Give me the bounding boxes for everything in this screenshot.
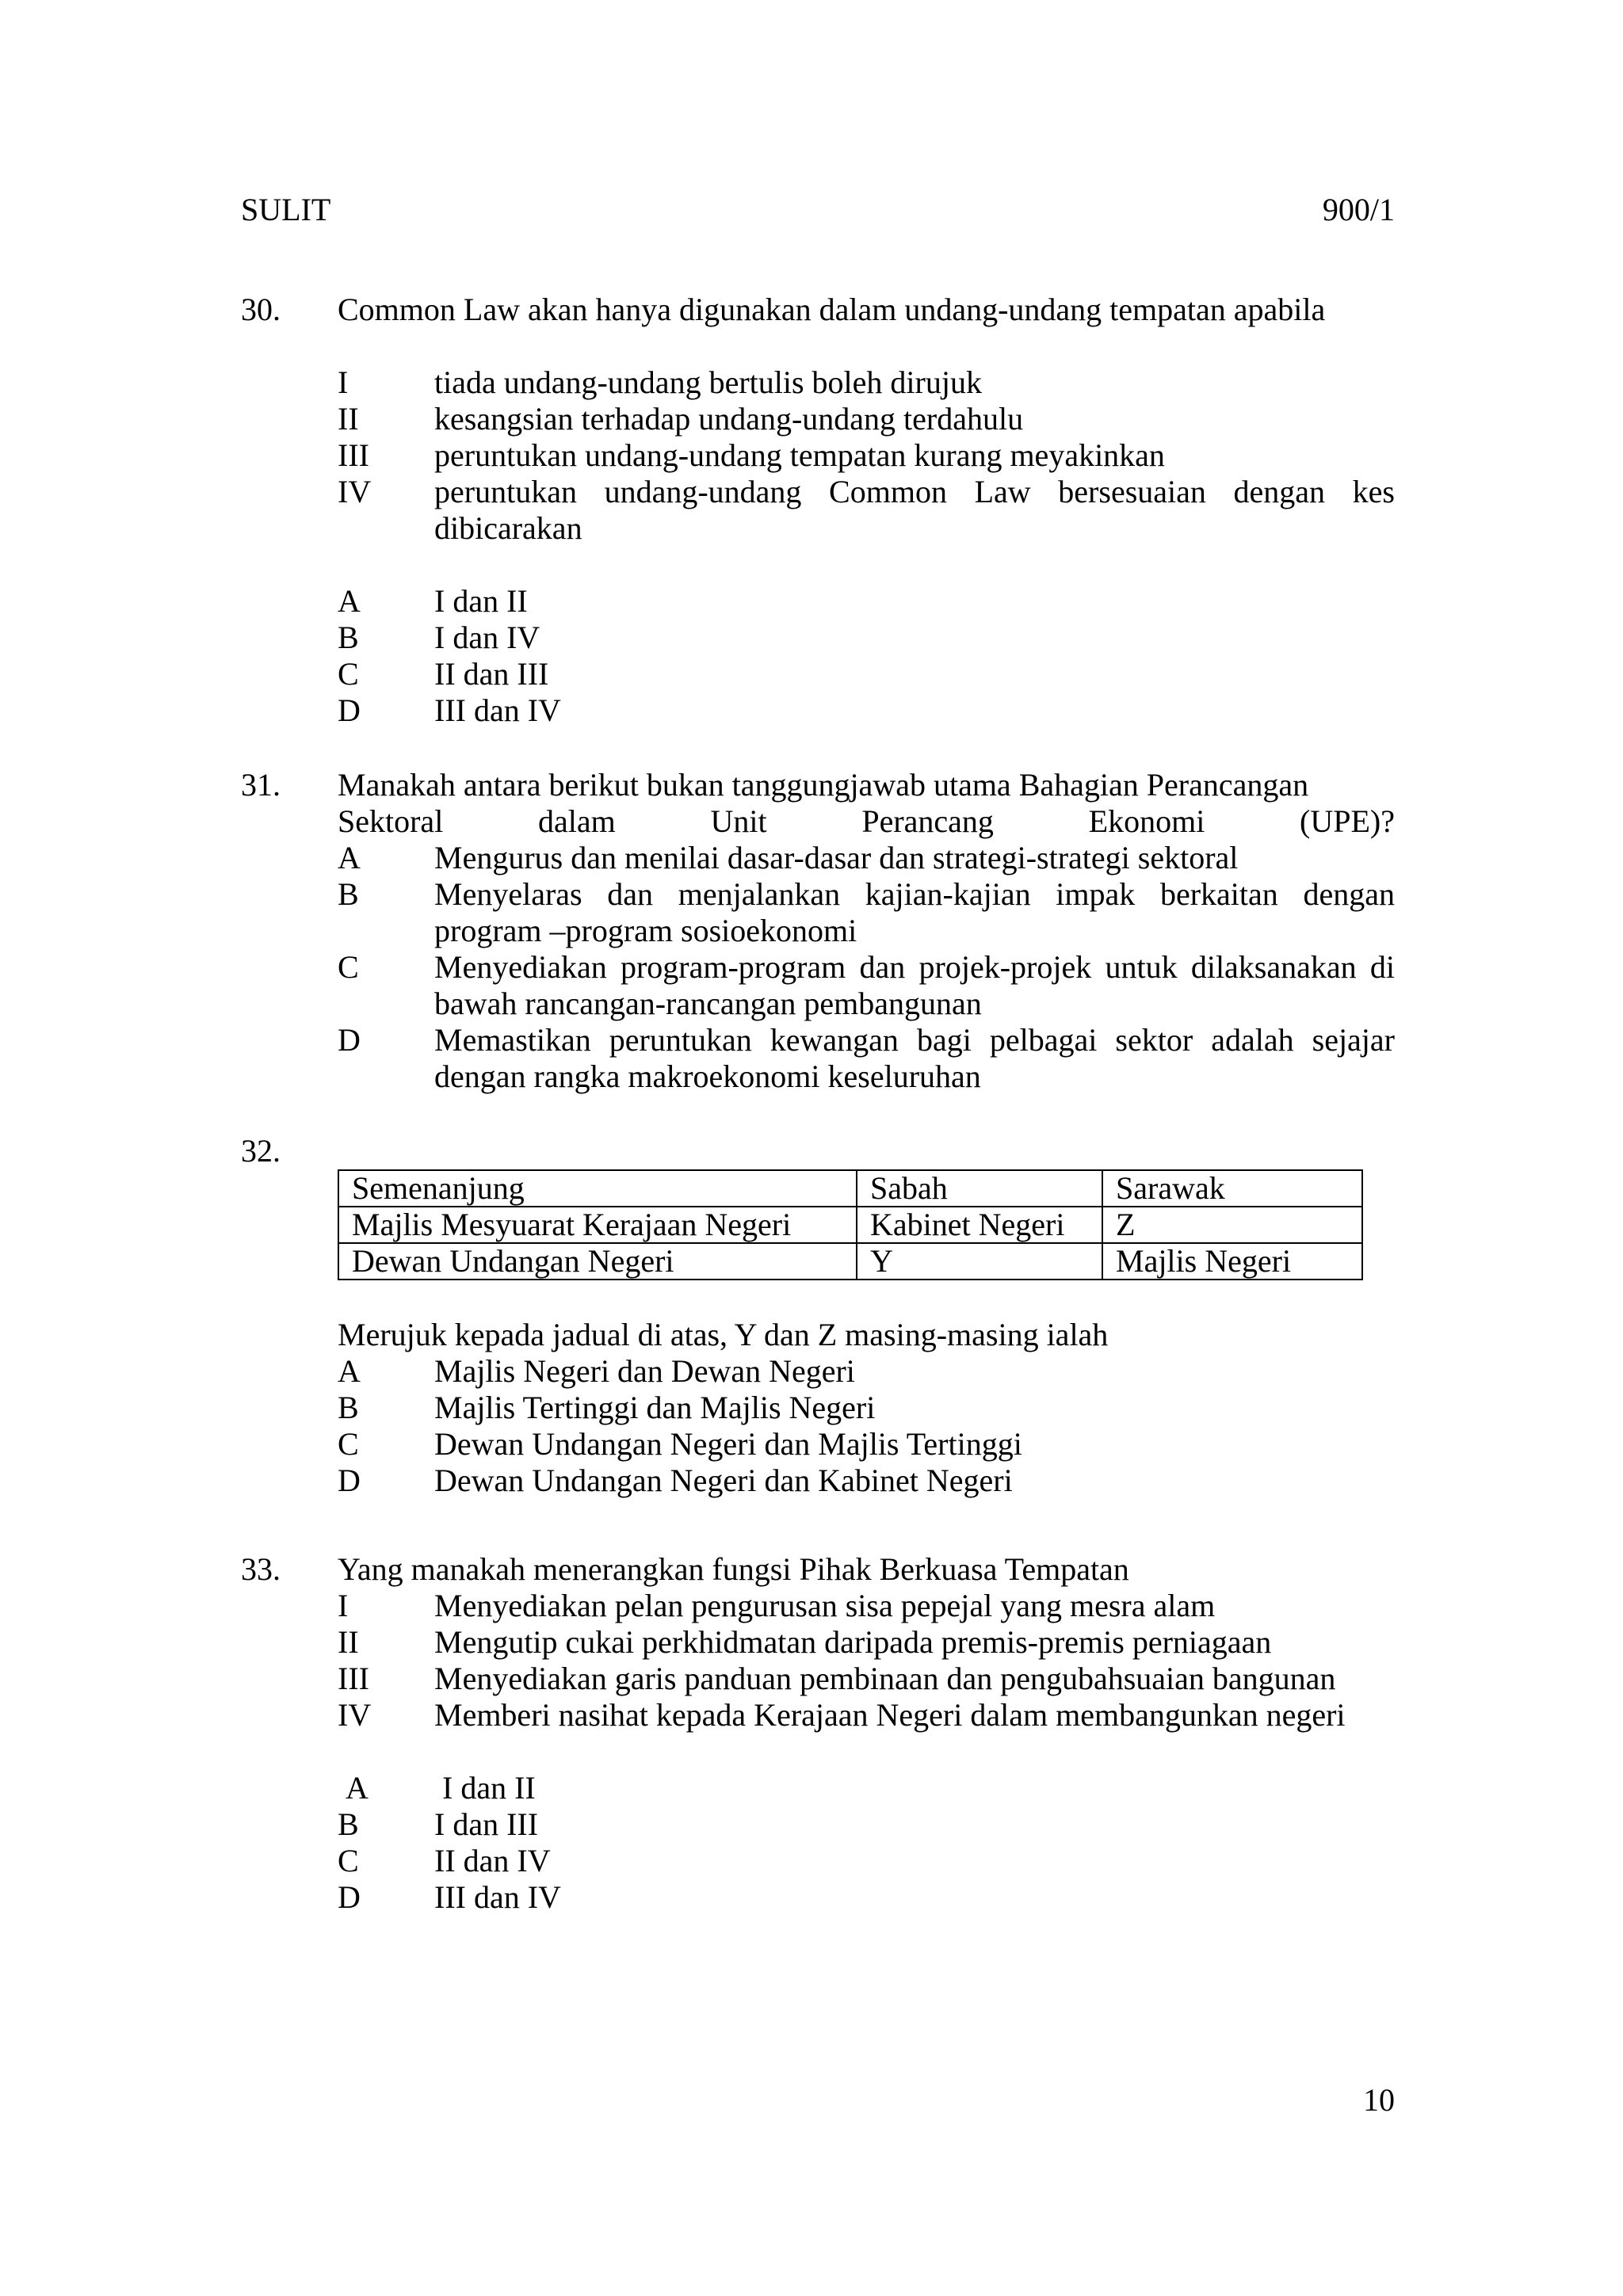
option-text: Majlis Tertinggi dan Majlis Negeri (434, 1390, 876, 1425)
option-text: Memastikan peruntukan kewangan bagi pelbagai sektor adalah sejajar dengan rangka makroekonomi keseluruhan (434, 1022, 1395, 1094)
option-text: I dan IV (434, 620, 540, 655)
option-text: II dan III (434, 656, 549, 692)
option-item (338, 583, 1395, 620)
option-label: B (338, 876, 359, 912)
option-text: I dan II (442, 1770, 536, 1806)
stem-word: dalam (538, 803, 616, 839)
statement-label: I (338, 1588, 349, 1623)
option-label: A (338, 1353, 361, 1389)
stem-word: (UPE)? (1300, 803, 1395, 839)
option-label: B (338, 620, 359, 655)
option-text: III dan IV (434, 1879, 561, 1915)
statement-text: kesangsian terhadap undang-undang terdahulu (434, 401, 1024, 437)
option-item (338, 876, 1395, 949)
option-text: Menyediakan program-program dan projek-projek untuk dilaksanakan di bawah rancangan-rancangan pembangunan (434, 949, 1395, 1021)
statement-text: peruntukan undang-undang tempatan kurang meyakinkan (434, 437, 1165, 473)
option-item (338, 1879, 1395, 1916)
table-row (338, 1243, 1362, 1280)
stem-word: Ekonomi (1088, 803, 1205, 839)
question-number: 31. (241, 767, 281, 803)
table-cell: Z (1102, 1207, 1362, 1243)
table-cell: Y (857, 1243, 1102, 1280)
table-cell: Kabinet Negeri (857, 1207, 1102, 1243)
option-text: I dan III (434, 1806, 539, 1842)
option-item (338, 1770, 1395, 1806)
option-text: II dan IV (434, 1843, 551, 1878)
question-stem: Yang manakah menerangkan fungsi Pihak Berkuasa Tempatan (338, 1551, 1129, 1587)
statement-text: Menyediakan pelan pengurusan sisa pepejal yang mesra alam (434, 1588, 1216, 1623)
header-classification: SULIT (241, 192, 331, 227)
statement-label: II (338, 401, 359, 437)
table-cell: Semenanjung (338, 1170, 857, 1207)
statement-label: IV (338, 474, 372, 509)
option-label: C (338, 949, 359, 985)
question-number: 30. (241, 292, 281, 327)
statement-item (338, 474, 1395, 547)
question-stem: Merujuk kepada jadual di atas, Y dan Z masing-masing ialah (338, 1317, 1109, 1352)
option-text: Majlis Negeri dan Dewan Negeri (434, 1353, 855, 1389)
stem-word: Unit (710, 803, 767, 839)
statement-label: III (338, 1661, 369, 1696)
option-item (338, 1022, 1395, 1095)
option-label: D (338, 1463, 361, 1498)
statement-item (338, 1661, 1395, 1697)
table-cell: Dewan Undangan Negeri (338, 1243, 857, 1280)
header-paper-code: 900/1 (1322, 192, 1395, 227)
page-header (241, 192, 1395, 228)
statement-item (338, 437, 1395, 474)
stem-word: Sektoral (338, 803, 444, 839)
option-label: A (338, 840, 361, 875)
page-number: 10 (1363, 2082, 1395, 2118)
statement-text: tiada undang-undang bertulis boleh dirujuk (434, 364, 982, 400)
option-item (338, 949, 1395, 1022)
option-label: C (338, 1426, 359, 1462)
state-government-table (338, 1169, 1363, 1280)
statement-text: Menyediakan garis panduan pembinaan dan pengubahsuaian bangunan (434, 1661, 1336, 1696)
option-label: D (338, 1022, 361, 1058)
option-label: D (338, 1879, 361, 1915)
table-header-row (338, 1170, 1362, 1207)
option-label: C (338, 1843, 359, 1878)
option-text: Dewan Undangan Negeri dan Majlis Tertinggi (434, 1426, 1022, 1462)
option-item (338, 1843, 1395, 1879)
option-item (338, 692, 1395, 729)
option-label: B (338, 1390, 359, 1425)
option-text: Mengurus dan menilai dasar-dasar dan strategi-strategi sektoral (434, 840, 1239, 875)
option-label: D (338, 692, 361, 728)
question-31 (241, 767, 1395, 1095)
table-row (338, 1207, 1362, 1243)
question-number: 32. (241, 1133, 281, 1169)
statement-label: IV (338, 1697, 372, 1733)
option-label: A (346, 1770, 369, 1806)
question-stem-line-2 (338, 803, 1395, 840)
option-item (338, 656, 1395, 692)
option-item (338, 840, 1395, 876)
table-cell: Sarawak (1102, 1170, 1362, 1207)
statement-item (338, 1624, 1395, 1661)
question-stem-line-1: Manakah antara berikut bukan tanggungjawab utama Bahagian Perancangan (338, 767, 1309, 803)
option-text: Menyelaras dan menjalankan kajian-kajian impak berkaitan dengan program –program sosioekonomi (434, 876, 1395, 948)
statement-item (338, 1588, 1395, 1624)
option-item (338, 1806, 1395, 1843)
question-32 (241, 1133, 1395, 1499)
option-text: III dan IV (434, 692, 561, 728)
table-cell: Sabah (857, 1170, 1102, 1207)
table-cell: Majlis Negeri (1102, 1243, 1362, 1280)
statement-item (338, 401, 1395, 437)
option-label: A (338, 583, 361, 619)
statement-label: II (338, 1624, 359, 1660)
option-text: Dewan Undangan Negeri dan Kabinet Negeri (434, 1463, 1013, 1498)
statement-text: peruntukan undang-undang Common Law bersesuaian dengan kes dibicarakan (434, 474, 1395, 546)
option-item (338, 1463, 1395, 1499)
table-cell: Majlis Mesyuarat Kerajaan Negeri (338, 1207, 857, 1243)
question-33 (241, 1551, 1395, 1916)
statement-item (338, 1697, 1395, 1733)
question-stem: Common Law akan hanya digunakan dalam undang-undang tempatan apabila (338, 292, 1326, 327)
statement-label: III (338, 437, 369, 473)
option-item (338, 620, 1395, 656)
statement-label: I (338, 364, 349, 400)
option-item (338, 1426, 1395, 1463)
statement-item (338, 364, 1395, 401)
question-30 (241, 292, 1395, 729)
statement-text: Mengutip cukai perkhidmatan daripada premis-premis perniagaan (434, 1624, 1272, 1660)
option-label: C (338, 656, 359, 692)
option-text: I dan II (434, 583, 528, 619)
stem-word: Perancang (861, 803, 994, 839)
statement-text: Memberi nasihat kepada Kerajaan Negeri dalam membangunkan negeri (434, 1697, 1346, 1733)
option-label: B (338, 1806, 359, 1842)
question-number: 33. (241, 1551, 281, 1587)
option-item (338, 1390, 1395, 1426)
option-item (338, 1353, 1395, 1390)
